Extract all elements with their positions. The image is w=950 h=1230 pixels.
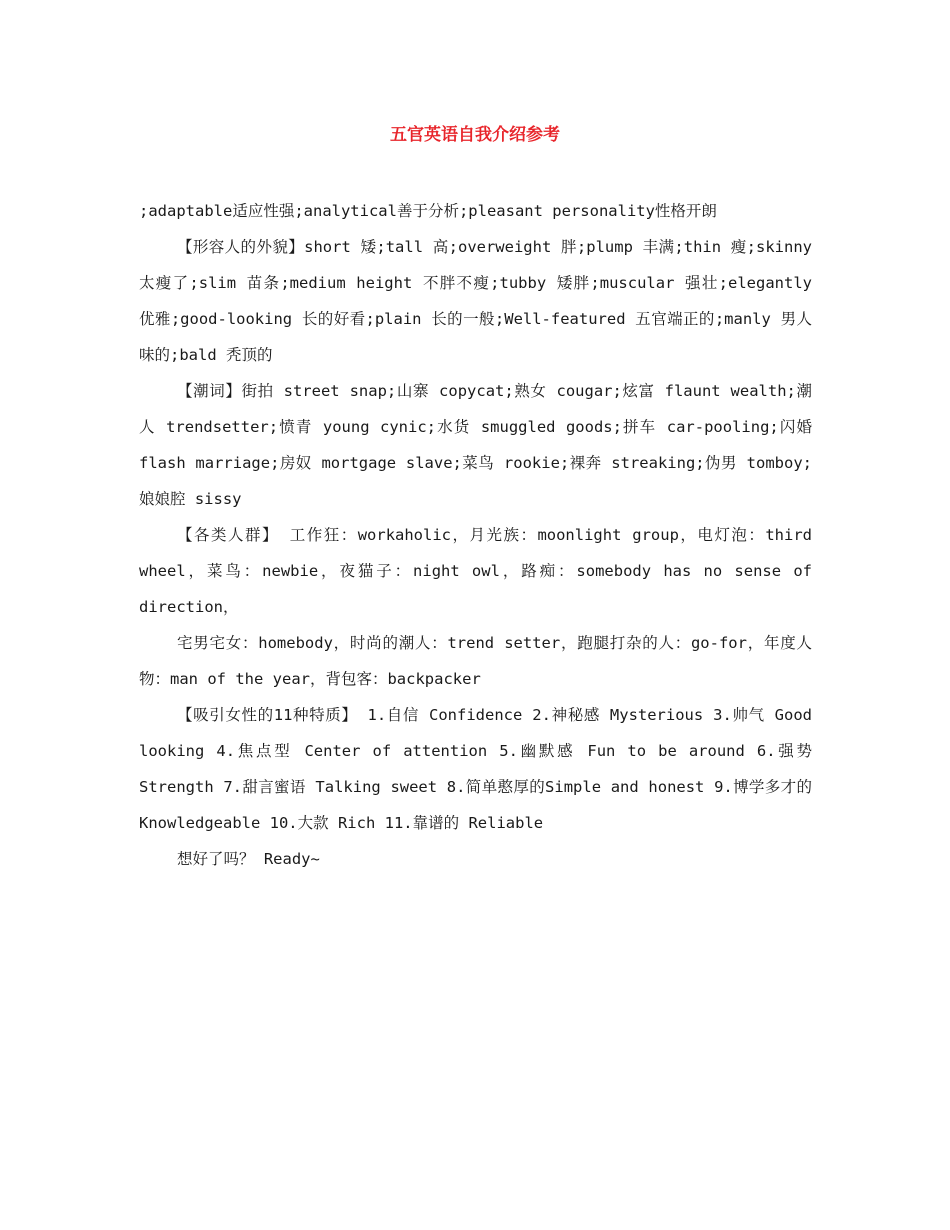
paragraph-trendy-words: 【潮词】街拍 street snap;山寨 copycat;熟女 cougar;炫富 flaunt wealth;潮人 trendsetter;愤青 young cynic;水货 smuggled goods;拼车 car-pooling;闪婚 flash marriage;房奴 mortgage slave;菜鸟 rookie;裸奔 streaking;伪男 tomboy;娘娘腔 sissy (139, 382, 812, 508)
paragraph-people-groups-continued: 宅男宅女：homebody，时尚的潮人：trend setter，跑腿打杂的人：go-for，年度人物：man of the year，背包客：backpacker (139, 634, 812, 688)
paragraph-closing: 想好了吗？ Ready~ (177, 850, 320, 868)
paragraph-people-groups: 【各类人群】 工作狂：workaholic，月光族：moonlight group，电灯泡：third wheel，菜鸟：newbie，夜猫子：night owl，路痴：somebody has no sense of direction， (139, 526, 812, 616)
paragraph-attractive-traits: 【吸引女性的11种特质】 1.自信 Confidence 2.神秘感 Mysterious 3.帅气 Good looking 4.焦点型 Center of attention 5.幽默感 Fun to be around 6.强势 Strength 7.甜言蜜语 Talking sweet 8.简单憨厚的Simple and honest 9.博学多才的Knowledgeable 10.大款 Rich 11.靠谱的 Reliable (139, 706, 812, 832)
paragraph-traits: ;adaptable适应性强;analytical善于分析;pleasant personality性格开朗 (139, 202, 717, 220)
document-title: 五官英语自我介绍参考 (390, 125, 560, 145)
document-body (139, 193, 812, 877)
paragraph-appearance: 【形容人的外貌】short 矮;tall 高;overweight 胖;plump 丰满;thin 瘦;skinny太瘦了;slim 苗条;medium height 不胖不瘦;tubby 矮胖;muscular 强壮;elegantly 优雅;good-looking 长的好看;plain 长的一般;Well-featured 五官端正的;manly 男人味的;bald 秃顶的 (139, 238, 812, 364)
